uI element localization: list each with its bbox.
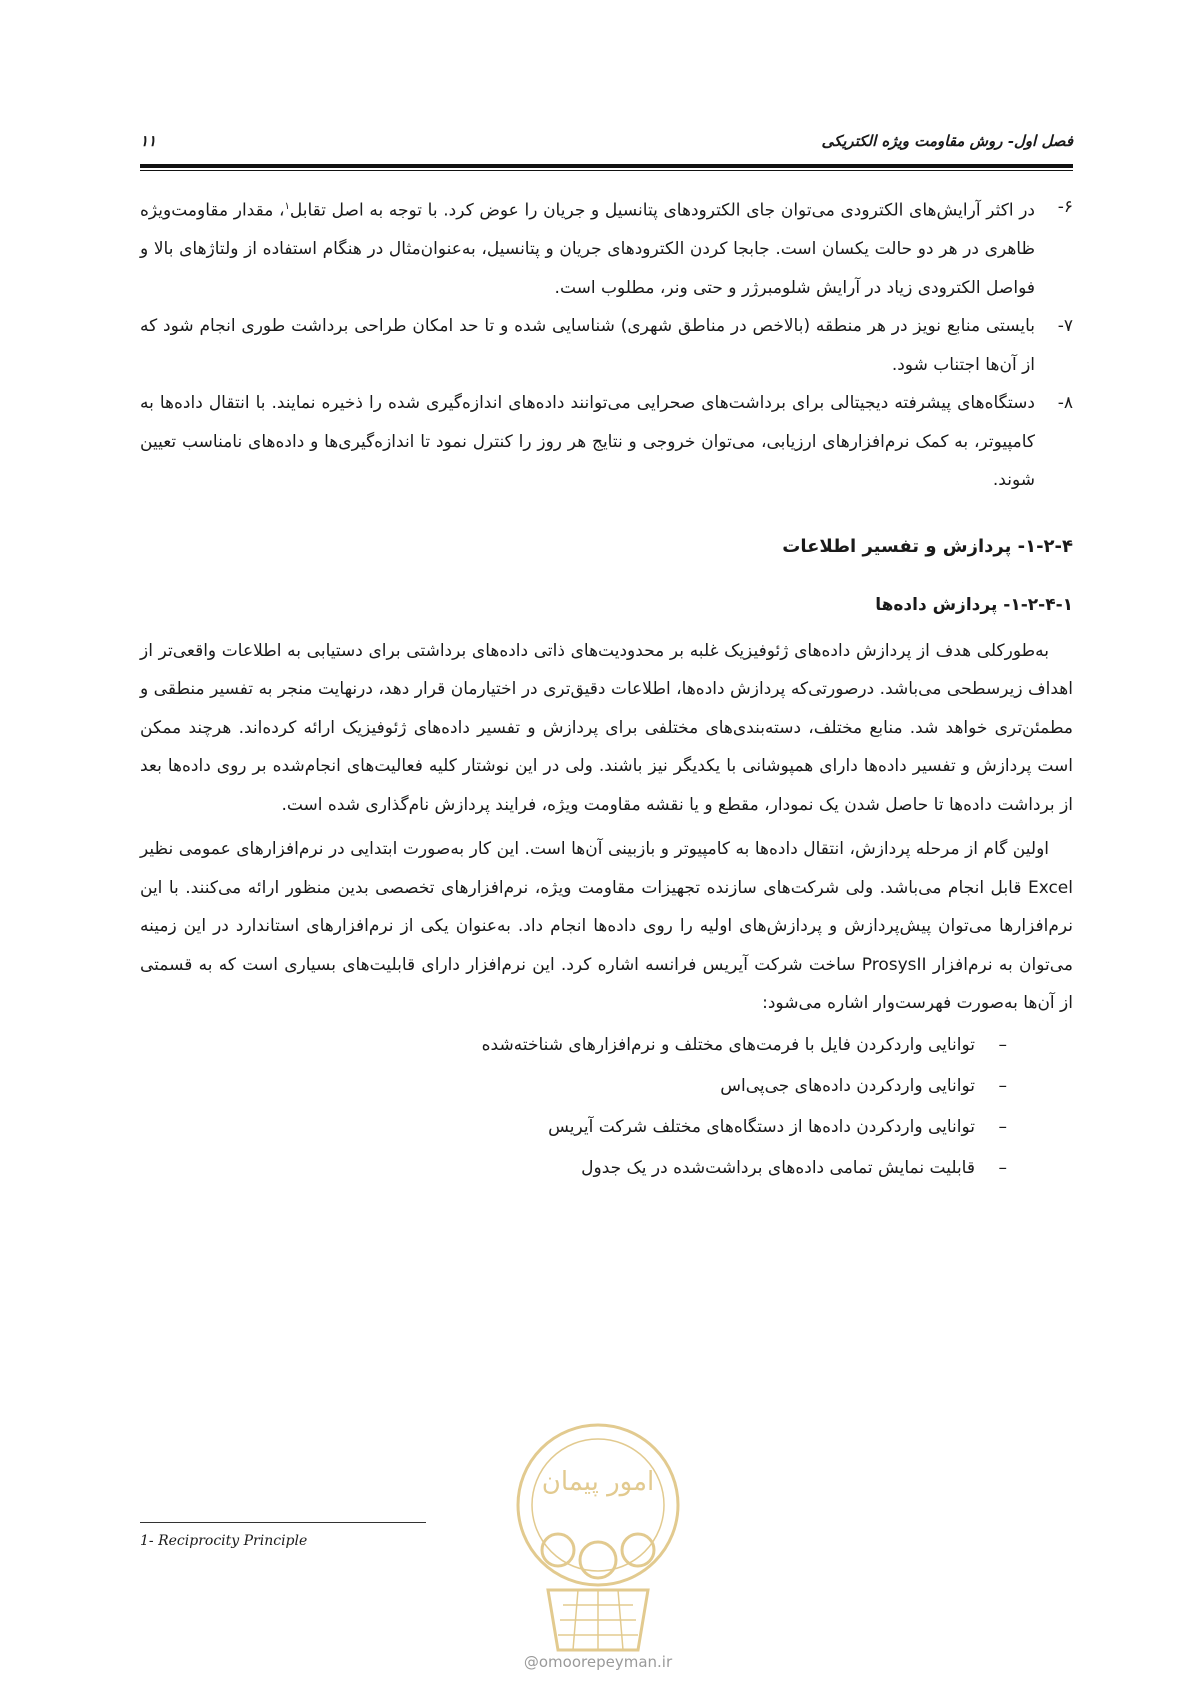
numbered-list <box>140 188 1073 500</box>
list-item <box>140 188 1073 307</box>
list-item <box>140 1107 1073 1148</box>
list-item <box>140 1148 1073 1189</box>
list-item-number: ۸- <box>1057 393 1073 414</box>
watermark-ring-icon <box>518 1425 678 1585</box>
gear-icon <box>580 1542 616 1578</box>
gear-icon <box>542 1534 574 1566</box>
dash-bullet: – <box>998 1157 1007 1178</box>
section-heading: ۱-۲-۴- پردازش و تفسیر اطلاعات <box>782 535 1073 557</box>
list-item <box>140 307 1073 384</box>
watermark-logo <box>488 1410 708 1670</box>
dash-bullet: – <box>998 1034 1007 1055</box>
subsection-heading: ۱-۲-۴-۱- پردازش داده‌ها <box>875 594 1073 615</box>
header-rule-thick <box>140 164 1073 168</box>
body-paragraph: اولین گام از مرحله پردازش، انتقال داده‌ها به کامپیوتر و بازبینی آن‌ها است. این کار به‌صورت ابتدایی در نرم‌افزارهای عمومی نظیر Excel قابل انجام می‌باشد. ولی شرکت‌های سازنده تجهیزات مقاومت ویژه، نرم‌افزارهای تخصصی بدین منظور ارائه می‌کنند. با این نرم‌افزارها می‌توان پیش‌پردازش و پردازش‌های اولیه را روی داده‌ها انجام داد. به‌عنوان یکی از نرم‌افزارهای استاندارد در این زمینه می‌توان به نرم‌افزار ProsysII ساخت شرکت آیریس فرانسه اشاره کرد. این نرم‌افزار دارای قابلیت‌های بسیاری است که به قسمتی از آن‌ها به‌صورت فهرست‌وار اشاره می‌شود: <box>140 839 1073 1014</box>
running-header <box>140 132 1073 162</box>
list-item-text-part: ، مقدار مقاومت‌ویژه ظاهری در هر دو حالت یکسان است. جابجا کردن الکترودهای جریان و پتانسیل، به‌عنوان‌مثال در هنگام استفاده از ولتاژهای بالا و فواصل الکترودی زیاد در آرایش شلومبرژر و حتی ونر، مطلوب است. <box>140 200 1035 298</box>
watermark-url: @omoorepeyman.ir <box>523 1653 673 1671</box>
gear-icon <box>622 1534 654 1566</box>
feature-text: توانایی واردکردن داده‌ها از دستگاه‌های مختلف شرکت آیریس <box>548 1116 975 1137</box>
list-item-number: ۷- <box>1057 316 1073 337</box>
list-item-text: دستگاه‌های پیشرفته دیجیتالی برای برداشت‌های صحرایی می‌توانند داده‌های اندازه‌گیری شده را ذخیره نمایند. با انتقال داده‌ها به کامپیوتر، به کمک نرم‌افزارهای ارزیابی، می‌توان خروجی و نتایج هر روز را کنترل نمود تا اندازه‌گیری‌ها و داده‌های نامناسب تعیین شوند. <box>140 393 1035 491</box>
dash-bullet: – <box>998 1116 1007 1137</box>
body-content <box>140 188 1073 1189</box>
watermark-inner-ring-icon <box>532 1439 664 1571</box>
dash-bullet: – <box>998 1075 1007 1096</box>
footnote-ref[interactable]: ۱ <box>284 201 290 212</box>
chapter-title: فصل اول- روش مقاومت ویژه الکتریکی <box>821 132 1073 150</box>
list-item-text <box>140 188 1035 307</box>
list-item-number: ۶- <box>1057 197 1073 217</box>
feature-list <box>140 1025 1073 1189</box>
list-item <box>140 384 1073 500</box>
list-item <box>140 1025 1073 1066</box>
feature-text: توانایی واردکردن داده‌های جی‌پی‌اس <box>720 1075 975 1096</box>
header-rule-thin <box>140 170 1073 171</box>
page-number: ۱۱ <box>140 132 157 150</box>
body-paragraph: به‌طورکلی هدف از پردازش داده‌های ژئوفیزیک غلبه بر محدودیت‌های ذاتی داده‌های برداشتی برای دستیابی به اطلاعات واقعی‌تر از اهداف زیرسطحی می‌باشد. درصورتی‌که پردازش داده‌ها، اطلاعات دقیق‌تری در اختیارمان قرار دهد، درنهایت منجر به تفسیر منطقی و مطمئن‌تری خواهد شد. منابع مختلف، دسته‌بندی‌های مختلفی برای پردازش و تفسیر داده‌های ژئوفیزیک ارائه کرده‌اند. هرچند ممکن است پردازش و تفسیر داده‌ها دارای همپوشانی با یکدیگر نیز باشند. ولی در این نوشتار کلیه فعالیت‌های انجام‌شده بر روی داده‌ها بعد از برداشت داده‌ها تا حاصل شدن یک نمودار، مقطع و یا نقشه مقاومت ویژه، فرایند پردازش نام‌گذاری شده است. <box>140 640 1073 815</box>
list-item <box>140 1066 1073 1107</box>
watermark-logo-text: امور پیمان <box>541 1467 655 1497</box>
list-item-text: بایستی منابع نویز در هر منطقه (بالاخص در مناطق شهری) شناسایی شده و تا حد امکان طراحی برداشت طوری انجام شود که از آن‌ها اجتناب شود. <box>140 316 1035 375</box>
footnote: 1- Reciprocity Principle <box>140 1533 308 1549</box>
feature-text: توانایی واردکردن فایل با فرمت‌های مختلف و نرم‌افزارهای شناخته‌شده <box>481 1034 975 1055</box>
feature-text: قابلیت نمایش تمامی داده‌های برداشت‌شده در یک جدول <box>581 1157 975 1178</box>
footnote-rule <box>140 1522 426 1523</box>
list-item-text-part: در اکثر آرایش‌های الکترودی می‌توان جای الکترودهای پتانسیل و جریان را عوض کرد. با توجه به اصل تقابل <box>289 200 1035 221</box>
